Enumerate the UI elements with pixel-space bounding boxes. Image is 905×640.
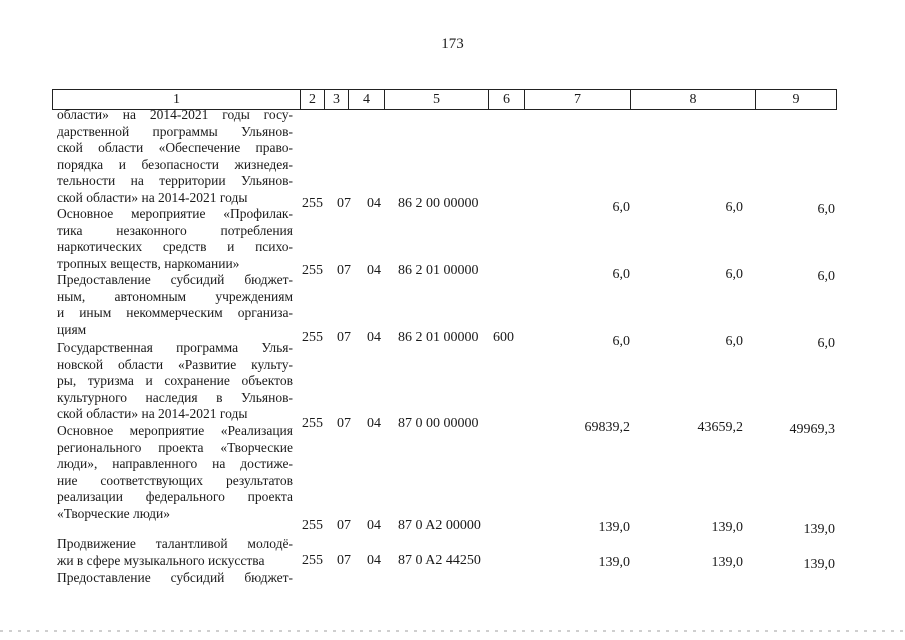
desc-line: жи в сфере музыкального искусства bbox=[57, 552, 265, 568]
desc-line: «Творческие люди» bbox=[57, 505, 171, 521]
desc-line: Основное мероприятие «Профилак- bbox=[57, 206, 293, 221]
subsection-code: 04 bbox=[367, 196, 381, 211]
header-col-4: 4 bbox=[349, 90, 385, 109]
ministry-code: 255 bbox=[302, 263, 323, 278]
section-code: 07 bbox=[337, 330, 351, 345]
target-article-code: 87 0 00 00000 bbox=[398, 416, 479, 431]
desc-line: и иным некоммерческим организа- bbox=[57, 305, 293, 320]
row-description bbox=[57, 340, 293, 423]
row-description bbox=[57, 272, 293, 338]
desc-line: новской области «Развитие культу- bbox=[57, 356, 293, 372]
target-article-code: 86 2 01 00000 bbox=[398, 263, 479, 278]
amount-col-8: 6,0 bbox=[725, 200, 743, 215]
target-article-code: 87 0 A2 44250 bbox=[398, 553, 481, 568]
amount-col-9: 6,0 bbox=[817, 202, 835, 217]
desc-line: наркотических средств и психо- bbox=[57, 239, 293, 254]
row-description bbox=[57, 570, 293, 587]
expense-type-code: 600 bbox=[493, 330, 514, 345]
row-description bbox=[57, 423, 293, 522]
header-col-3: 3 bbox=[325, 90, 349, 109]
desc-line: реализации федерального проекта bbox=[57, 489, 293, 504]
subsection-code: 04 bbox=[367, 553, 381, 568]
row-description bbox=[57, 107, 293, 206]
desc-line: тика незаконного потребления bbox=[57, 222, 293, 238]
desc-line: ры, туризма и сохранение объектов bbox=[57, 373, 293, 388]
amount-col-7: 69839,2 bbox=[584, 420, 630, 435]
target-article-code: 87 0 A2 00000 bbox=[398, 518, 481, 533]
desc-line: Продвижение талантливой молодё- bbox=[57, 536, 293, 551]
header-col-1: 1 bbox=[53, 90, 301, 109]
header-col-9: 9 bbox=[792, 92, 800, 107]
desc-line: Предоставление субсидий бюджет- bbox=[57, 272, 293, 287]
section-code: 07 bbox=[337, 196, 351, 211]
amount-col-9: 139,0 bbox=[803, 522, 835, 537]
desc-line: дарственной программы Ульянов- bbox=[57, 123, 293, 139]
ministry-code: 255 bbox=[302, 416, 323, 431]
scan-artifact-line bbox=[0, 630, 905, 632]
amount-col-9: 6,0 bbox=[817, 336, 835, 351]
amount-col-8: 139,0 bbox=[711, 555, 743, 570]
section-code: 07 bbox=[337, 518, 351, 533]
amount-col-7: 139,0 bbox=[598, 520, 630, 535]
subsection-code: 04 bbox=[367, 330, 381, 345]
header-col-7: 7 bbox=[525, 90, 631, 109]
amount-col-8: 6,0 bbox=[725, 267, 743, 282]
desc-line: порядка и безопасности жизнедея- bbox=[57, 156, 293, 172]
desc-line: циям bbox=[57, 321, 87, 337]
section-code: 07 bbox=[337, 416, 351, 431]
subsection-code: 04 bbox=[367, 416, 381, 431]
amount-col-8: 6,0 bbox=[725, 334, 743, 349]
ministry-code: 255 bbox=[302, 330, 323, 345]
amount-col-8: 43659,2 bbox=[697, 420, 743, 435]
header-col-5: 5 bbox=[385, 90, 489, 109]
amount-col-7: 6,0 bbox=[612, 200, 630, 215]
desc-line: ской области «Обеспечение право- bbox=[57, 140, 293, 155]
desc-line: тропных веществ, наркомании» bbox=[57, 255, 240, 271]
desc-line: Государственная программа Улья- bbox=[57, 340, 293, 355]
desc-line: ской области» на 2014-2021 годы bbox=[57, 189, 248, 205]
target-article-code: 86 2 01 00000 bbox=[398, 330, 479, 345]
section-code: 07 bbox=[337, 263, 351, 278]
amount-col-9: 139,0 bbox=[803, 557, 835, 572]
page-number: 173 bbox=[441, 36, 464, 52]
header-col-2: 2 bbox=[301, 90, 325, 109]
desc-line: ным, автономным учреждениям bbox=[57, 288, 293, 304]
amount-col-7: 139,0 bbox=[598, 555, 630, 570]
amount-col-9: 6,0 bbox=[817, 269, 835, 284]
header-col-8: 8 bbox=[631, 90, 756, 109]
row-description bbox=[57, 536, 293, 569]
amount-col-9: 49969,3 bbox=[789, 422, 835, 437]
desc-line: ние соответствующих результатов bbox=[57, 472, 293, 488]
desc-line: люди», направленного на достиже- bbox=[57, 456, 293, 471]
ministry-code: 255 bbox=[302, 196, 323, 211]
desc-line: Предоставление субсидий бюджет- bbox=[57, 570, 293, 585]
subsection-code: 04 bbox=[367, 263, 381, 278]
section-code: 07 bbox=[337, 553, 351, 568]
subsection-code: 04 bbox=[367, 518, 381, 533]
amount-col-7: 6,0 bbox=[612, 267, 630, 282]
row-description bbox=[57, 206, 293, 272]
amount-col-7: 6,0 bbox=[612, 334, 630, 349]
header-col-6: 6 bbox=[489, 90, 525, 109]
desc-line: области» на 2014-2021 годы госу- bbox=[57, 107, 293, 122]
desc-line: регионального проекта «Творческие bbox=[57, 439, 293, 455]
amount-col-8: 139,0 bbox=[711, 520, 743, 535]
target-article-code: 86 2 00 00000 bbox=[398, 196, 479, 211]
desc-line: Основное мероприятие «Реализация bbox=[57, 423, 293, 438]
ministry-code: 255 bbox=[302, 553, 323, 568]
desc-line: культурного наследия в Ульянов- bbox=[57, 389, 293, 405]
desc-line: тельности на территории Ульянов- bbox=[57, 173, 293, 188]
desc-line: ской области» на 2014-2021 годы bbox=[57, 406, 248, 421]
ministry-code: 255 bbox=[302, 518, 323, 533]
